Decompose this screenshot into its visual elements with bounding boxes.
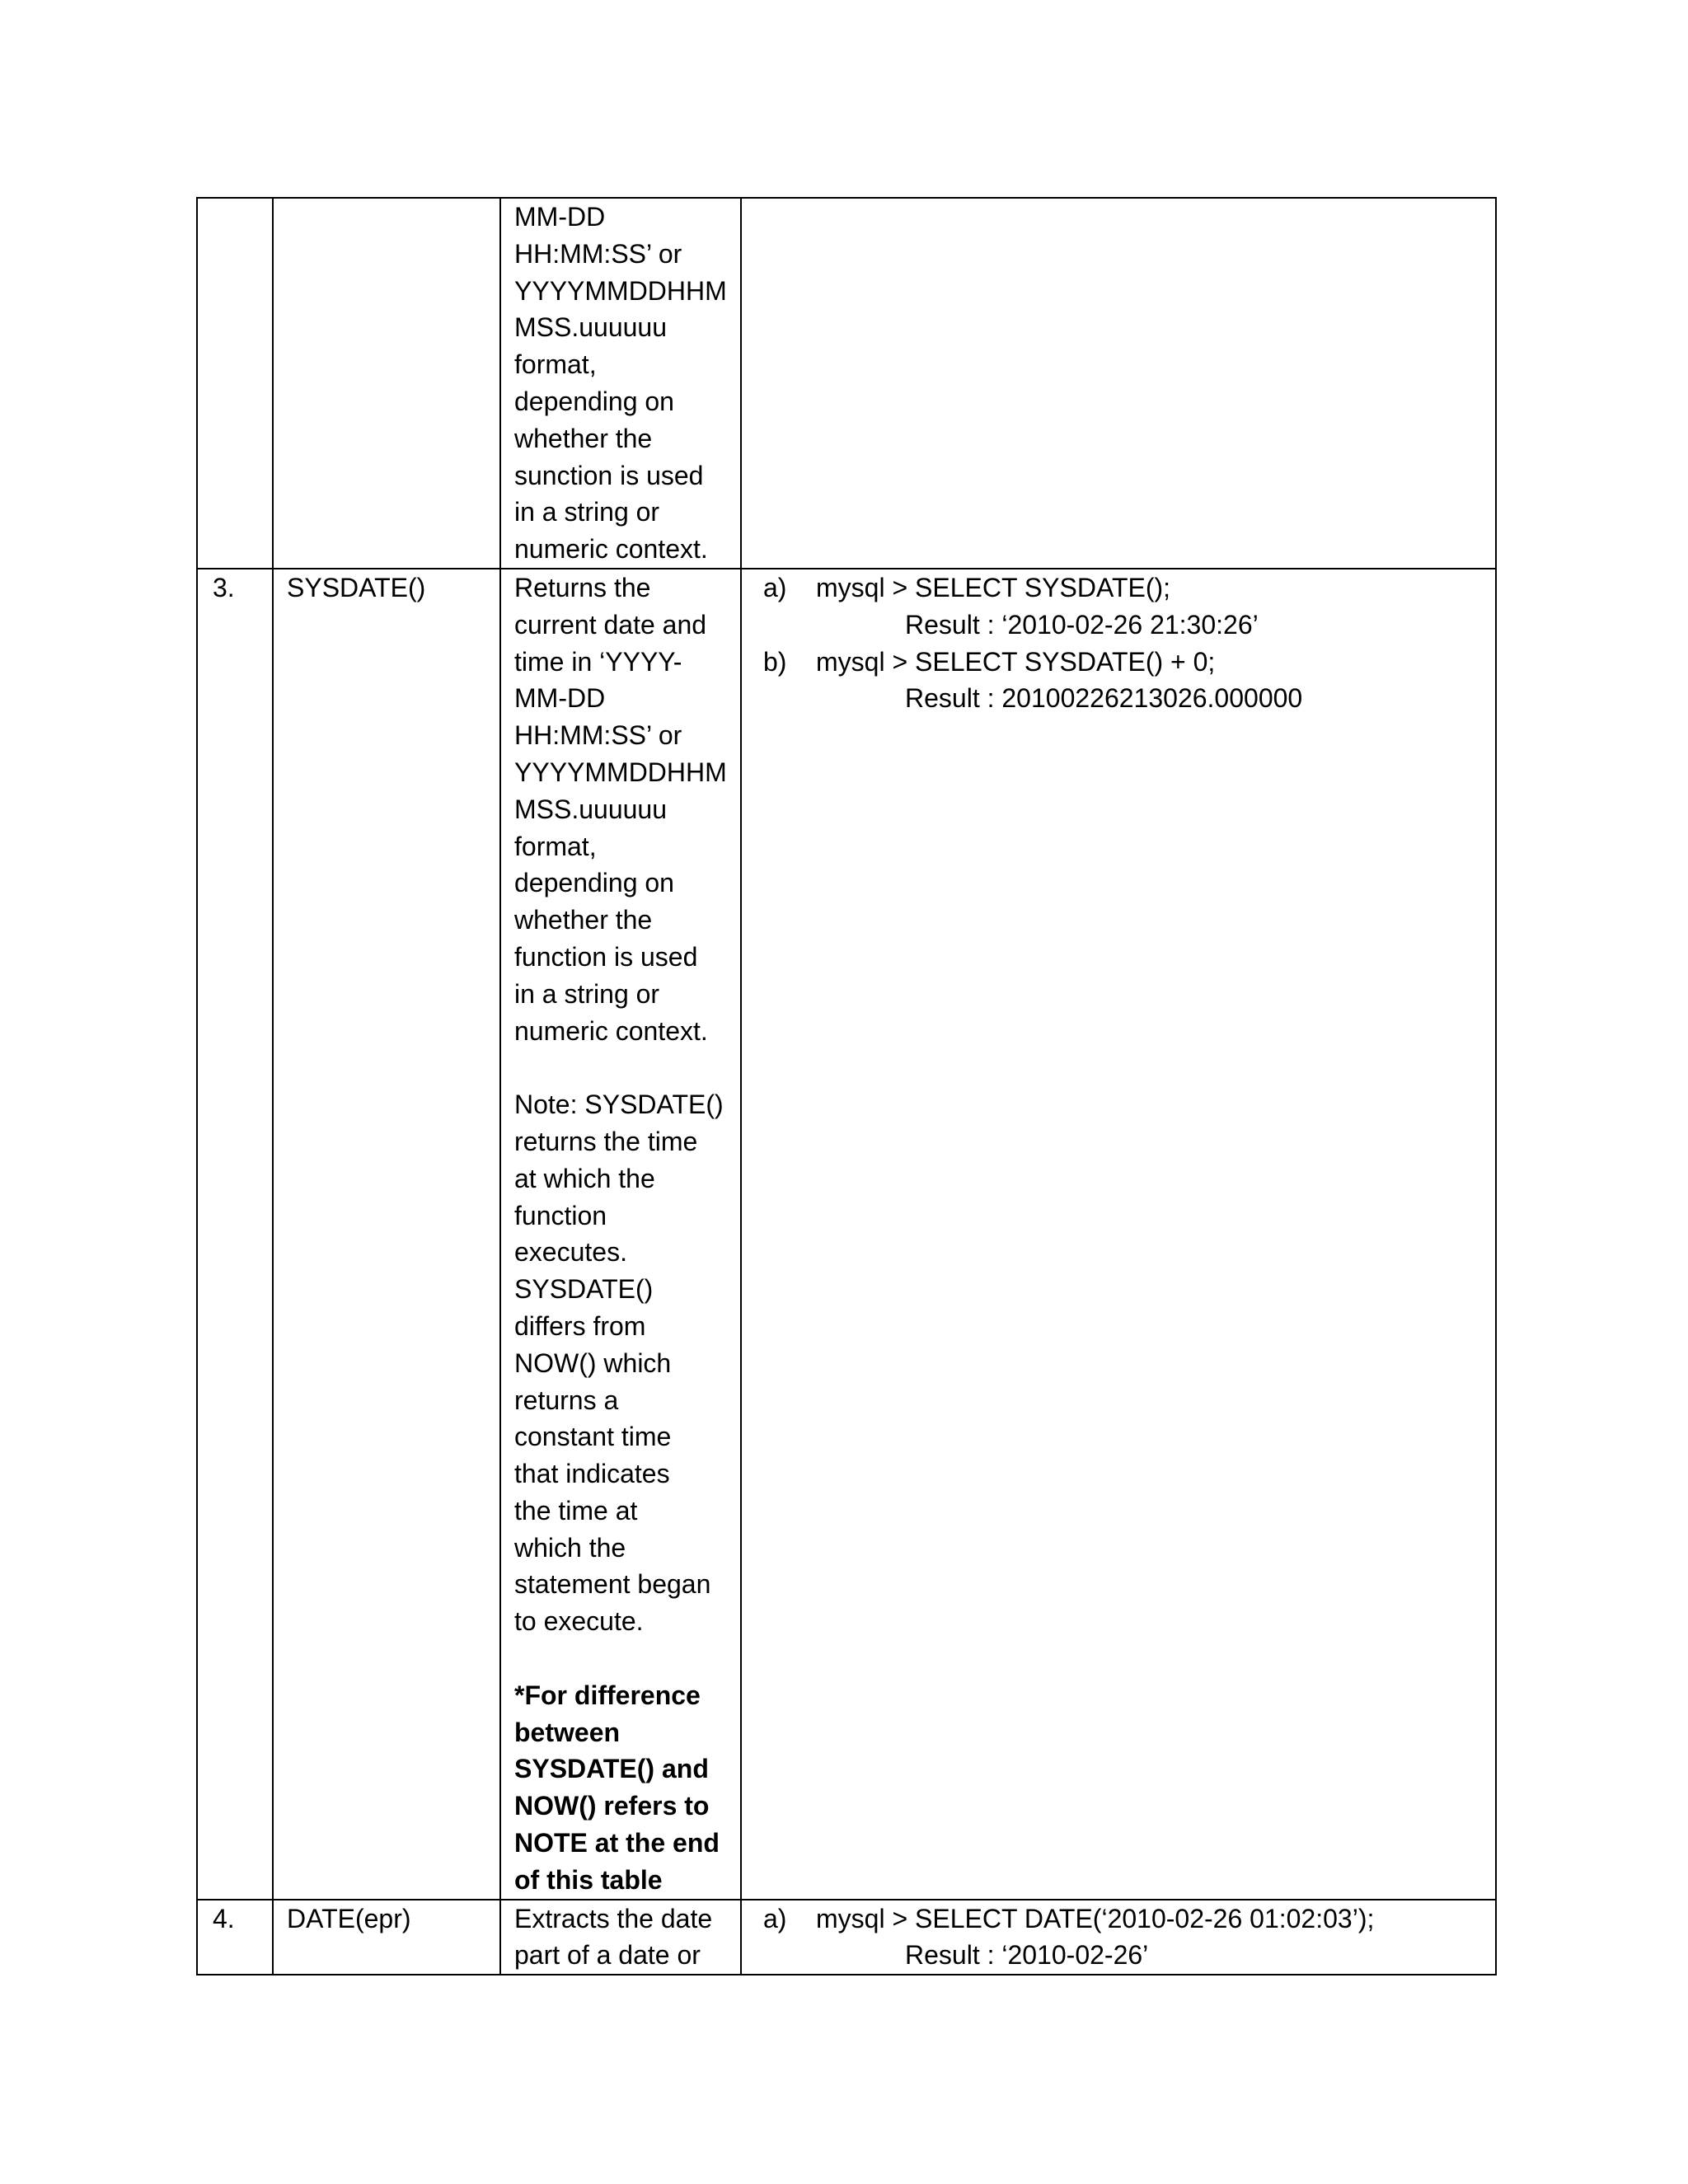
function-name: SYSDATE() (287, 572, 426, 602)
functions-table (196, 197, 1497, 1975)
example-result: Result : ‘2010-02-26’ (905, 1940, 1149, 1971)
note-line: statement began (514, 1569, 711, 1600)
example-query: mysql > SELECT SYSDATE() + 0; (816, 646, 1216, 677)
example-cell (741, 569, 1496, 1900)
description-line: part of a date or (514, 1940, 701, 1971)
example-marker: b) (763, 646, 787, 677)
note-line: SYSDATE() (514, 1274, 654, 1305)
paragraph-gap (514, 1049, 727, 1086)
example-item (755, 569, 1482, 607)
note-line: function (514, 1200, 607, 1230)
note-line: which the (514, 1532, 626, 1563)
description-line: numeric context. (514, 534, 708, 565)
table-row (197, 198, 1496, 569)
description-line: in a string or (514, 497, 660, 527)
example-item (755, 644, 1482, 681)
description-line: MM-DD (514, 202, 606, 232)
note-line: NOW() which (514, 1347, 672, 1378)
description-cell (500, 1900, 741, 1975)
description-line: whether the (514, 905, 653, 935)
bold-note-line: of this table (514, 1864, 663, 1895)
note-line: differs from (514, 1310, 646, 1341)
example-marker: a) (763, 1903, 787, 1933)
bold-note-line: SYSDATE() and (514, 1754, 709, 1784)
note-line: the time at (514, 1495, 638, 1526)
description-cell (500, 198, 741, 569)
example-result: Result : 20100226213026.000000 (905, 683, 1303, 714)
bold-note-line: NOTE at the end (514, 1828, 720, 1858)
description-line: sunction is used (514, 460, 704, 490)
example-item (755, 1900, 1482, 1938)
row-number: 4. (213, 1903, 235, 1933)
description-line: HH:MM:SS’ or (514, 238, 682, 269)
description-line: whether the (514, 423, 653, 453)
row-number-cell (197, 198, 273, 569)
description-line: function is used (514, 941, 698, 972)
example-query: mysql > SELECT DATE(‘2010-02-26 01:02:03’); (816, 1903, 1375, 1933)
description-line: HH:MM:SS’ or (514, 720, 682, 751)
description-line: format, (514, 831, 597, 861)
description-line: current date and (514, 609, 707, 640)
description-cell (500, 569, 741, 1900)
function-name-cell (273, 1900, 500, 1975)
table-row (197, 1900, 1496, 1975)
description-line: Extracts the date (514, 1903, 713, 1933)
note-line: constant time (514, 1422, 672, 1452)
table-row (197, 569, 1496, 1900)
paragraph-gap (514, 1640, 727, 1677)
function-name-cell (273, 198, 500, 569)
description-line: YYYYMMDDHHM (514, 757, 727, 787)
description-line: MSS.uuuuuu (514, 312, 668, 343)
note-line: that indicates (514, 1459, 670, 1489)
description-line: numeric context. (514, 1015, 708, 1046)
bold-note-line: between (514, 1717, 621, 1747)
note-line: to execute. (514, 1606, 644, 1637)
note-line: returns the time (514, 1126, 698, 1156)
note-line: executes. (514, 1237, 627, 1268)
row-number-cell (197, 1900, 273, 1975)
description-line: MM-DD (514, 683, 606, 714)
note-line: returns a (514, 1385, 619, 1415)
example-cell (741, 198, 1496, 569)
function-name: DATE(epr) (287, 1903, 411, 1933)
example-query: mysql > SELECT SYSDATE(); (816, 572, 1171, 602)
row-number-cell (197, 569, 273, 1900)
description-line: in a string or (514, 978, 660, 1009)
function-name-cell (273, 569, 500, 1900)
description-line: YYYYMMDDHHM (514, 275, 727, 306)
bold-note-line: NOW() refers to (514, 1791, 710, 1821)
note-line: at which the (514, 1163, 655, 1193)
row-number: 3. (213, 572, 235, 602)
example-result: Result : ‘2010-02-26 21:30:26’ (905, 609, 1259, 640)
note-line: Note: SYSDATE() (514, 1090, 724, 1120)
description-line: MSS.uuuuuu (514, 794, 668, 824)
description-line: format, (514, 349, 597, 380)
description-line: Returns the (514, 572, 651, 602)
description-line: depending on (514, 386, 674, 416)
example-marker: a) (763, 572, 787, 602)
description-line: depending on (514, 868, 674, 898)
example-cell (741, 1900, 1496, 1975)
description-line: time in ‘YYYY- (514, 646, 682, 677)
bold-note-line: *For difference (514, 1680, 701, 1710)
